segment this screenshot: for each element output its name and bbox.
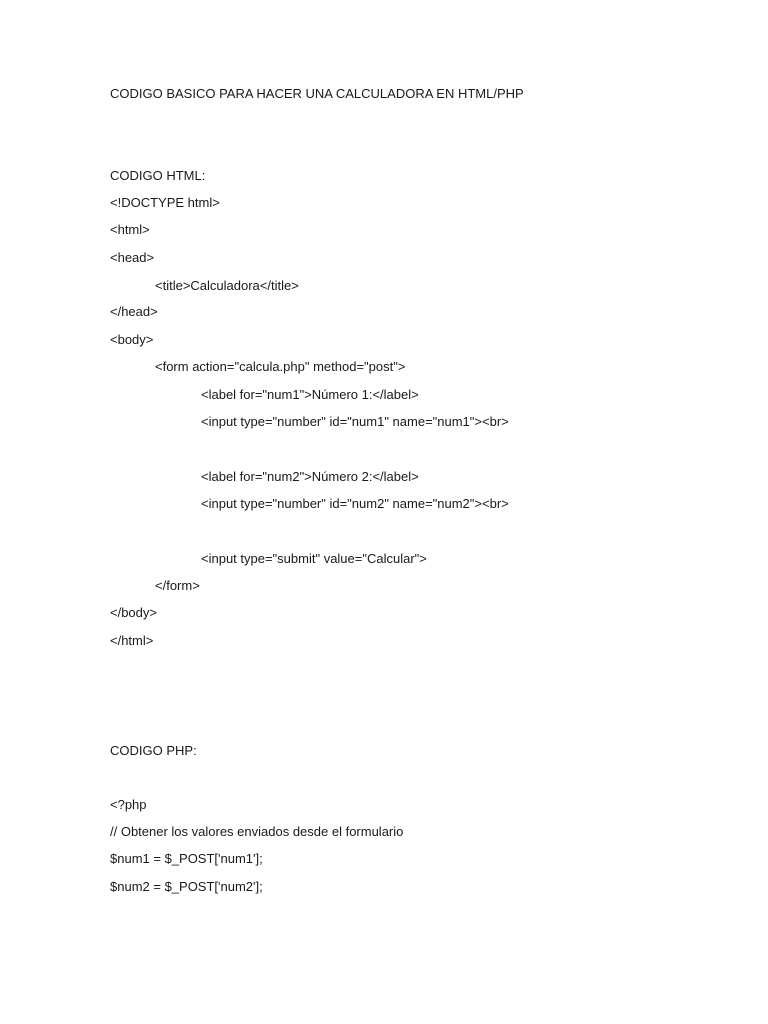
html-code-line-head-open: <head> [110, 250, 155, 265]
document-title: CODIGO BASICO PARA HACER UNA CALCULADORA EN HTML/PHP [110, 86, 524, 101]
html-code-line-body-close: </body> [110, 605, 157, 620]
php-section-heading: CODIGO PHP: [110, 743, 197, 758]
php-code-line-num2: $num2 = $_POST['num2']; [110, 879, 263, 894]
html-code-line-input-submit: <input type="submit" value="Calcular"> [201, 551, 427, 566]
php-code-line-num1: $num1 = $_POST['num1']; [110, 851, 263, 866]
html-section-heading: CODIGO HTML: [110, 168, 206, 183]
html-code-line-input-num2: <input type="number" id="num2" name="num2"><br> [201, 496, 509, 511]
html-code-line-form-open: <form action="calcula.php" method="post"> [155, 359, 406, 374]
html-code-line-head-close: </head> [110, 304, 158, 319]
html-code-line-body-open: <body> [110, 332, 154, 347]
html-code-line-form-close: </form> [155, 578, 200, 593]
html-code-line-html-close: </html> [110, 633, 154, 648]
html-code-line-html-open: <html> [110, 222, 150, 237]
html-code-line-title: <title>Calculadora</title> [155, 278, 299, 293]
php-code-line-open-tag: <?php [110, 797, 147, 812]
html-code-line-label-num2: <label for="num2">Número 2:</label> [201, 469, 419, 484]
html-code-line-input-num1: <input type="number" id="num1" name="num1"><br> [201, 414, 509, 429]
html-code-line-doctype: <!DOCTYPE html> [110, 195, 220, 210]
php-code-line-comment: // Obtener los valores enviados desde el formulario [110, 824, 404, 839]
html-code-line-label-num1: <label for="num1">Número 1:</label> [201, 387, 419, 402]
